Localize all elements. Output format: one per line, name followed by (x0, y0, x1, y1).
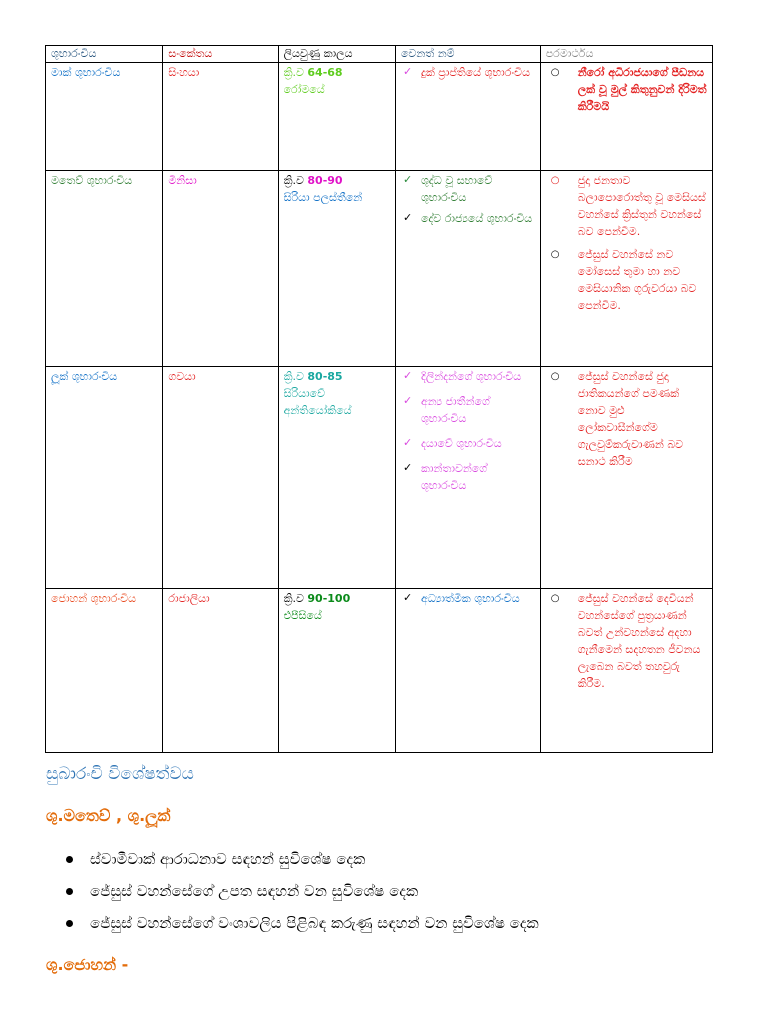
other-names-cell (395, 63, 540, 171)
point-text: ජේසුස් වහන්සේගේ උපත සඳහන් වන සුවිශේෂ දෙක (90, 882, 419, 900)
table-row (46, 367, 713, 589)
other-names-cell (395, 171, 540, 367)
list-item (402, 368, 535, 385)
purpose-text: ජුදා ජනතාව බලාපොරොත්තු වූ මෙසියස් වහන්සේ ක්‍රිස්තුන් වහන්සේ බව පෙන්වීම. (577, 174, 706, 238)
table-row (46, 63, 713, 171)
circle-bullet-icon: ○ (550, 371, 560, 382)
check-icon: ✓ (402, 65, 413, 78)
circle-bullet-icon: ○ (550, 175, 560, 186)
purpose-text: ජේසුස් වහන්සේ දෙවියන් වහන්සේගේ පුත්‍රයාණන් බවත් උන්වහන්සේ අදහා ගැනීමෙන් සදහතන ජීවනය ලැබෙන බවත් තහවුරු කිරීම. (577, 592, 701, 690)
gospel-symbol: සිංහයා (163, 63, 278, 171)
group1-title: ශු.මතෙව් , ශු.ලූක් (46, 806, 171, 825)
header-gospel: ශුභාරංචිය (46, 46, 163, 63)
header-period: ලියවුණු කාලය (278, 46, 395, 63)
other-name-text: අධ්‍යාත්මික ශුභාරංචිය (420, 592, 520, 605)
purpose-text: ජේසුස් වහන්සේ ජුදා ජාතිකයන්ගේ පමණක් නොව මුළු ලෝකවාසීන්ගේම ගැලවුම්කරුවාණන් බව සනාථ කිරීම (577, 370, 684, 468)
period-era: ක්‍රි.ව (283, 174, 304, 187)
point-text: ජේසුස් වහන්සේගේ වංශාවලිය පිළිබඳ කරුණු සඳහන් වන සුවිශේෂ දෙක (90, 914, 539, 932)
list-item (550, 590, 707, 692)
section-title: සුබාරංචි විශේෂත්වය (46, 764, 194, 784)
gospel-symbol: රාජාලියා (163, 589, 278, 753)
group1-points (66, 848, 539, 944)
circle-bullet-icon: ○ (550, 67, 560, 78)
other-name-text: දේව රාජ්‍යයේ ශුභාරංචිය (420, 212, 533, 225)
period-era: ක්‍රි.ව (283, 592, 304, 605)
other-name-text: දිලින්දන්ගේ ශුභාරංචිය (420, 370, 522, 383)
header-other-names: වෙනත් නම් (395, 46, 540, 63)
purpose-cell (540, 171, 712, 367)
group2-title: ශු.ජොහන් - (46, 955, 129, 974)
other-names-cell (395, 589, 540, 753)
list-item (402, 64, 535, 81)
period-place: සිරියා පලස්තීනේ (283, 191, 363, 204)
list-item (402, 590, 535, 607)
check-icon: ✓ (402, 211, 413, 224)
other-name-text: අන්‍ය ජාතීන්ගේ ශුභාරංචිය (420, 395, 490, 425)
purpose-cell (540, 63, 712, 171)
other-name-text: දුක් ප්‍රාප්තියේ ශුභාරංචිය (420, 66, 530, 79)
bullet-dot-icon (66, 888, 73, 895)
gospels-table (45, 45, 713, 753)
period-years: 64-68 (307, 66, 343, 79)
period-era: ක්‍රි.ව (283, 370, 304, 383)
list-item (550, 246, 707, 314)
check-icon: ✓ (402, 394, 413, 407)
purpose-cell (540, 589, 712, 753)
list-item (550, 64, 707, 115)
gospel-name: මතෙව් ශුභාරංචිය (46, 171, 163, 367)
other-name-text: දයාවේ ශුභාරංචිය (420, 437, 502, 450)
purpose-cell (540, 367, 712, 589)
check-icon: ✓ (402, 369, 413, 382)
header-symbol: සංකේතය (163, 46, 278, 63)
gospel-name: මාක් ශුභාරංචිය (46, 63, 163, 171)
point-text: ස්වාමීවාක් ආරාධනාව සඳහන් සුවිශේෂ දෙක (90, 850, 366, 868)
other-names-cell (395, 367, 540, 589)
gospel-period (278, 171, 395, 367)
gospel-symbol: මිනිසා (163, 171, 278, 367)
period-years: 80-90 (307, 174, 343, 187)
gospel-name: ලූක් ශුභාරංචිය (46, 367, 163, 589)
check-icon: ✓ (402, 436, 413, 449)
list-item (402, 172, 535, 206)
table-header-row (46, 46, 713, 63)
check-icon: ✓ (402, 173, 413, 186)
gospel-name: ජොහන් ශුභාරංචිය (46, 589, 163, 753)
list-item (550, 368, 707, 470)
list-item (66, 880, 539, 902)
list-item (66, 912, 539, 934)
gospel-period (278, 589, 395, 753)
header-purpose: පරමාර්ථය (540, 46, 712, 63)
purpose-text: නීරෝ අධිරාජයාගේ පීඩනය ලක් වූ මුල් කිතුනුවන් දිරිමත් කිරීමයි (577, 66, 707, 113)
purpose-text: ජේසුස් වහන්සේ නව මෝසෙස් තුමා හා නව මෙසියානික ගුරුවරයා බව පෙන්වීම. (577, 248, 697, 312)
period-era: ක්‍රි.ව (283, 66, 304, 79)
circle-bullet-icon: ○ (550, 249, 560, 260)
gospel-period (278, 367, 395, 589)
bullet-dot-icon (66, 920, 73, 927)
table-row (46, 589, 713, 753)
period-years: 90-100 (307, 592, 351, 605)
check-icon: ✓ (402, 591, 413, 604)
list-item (402, 435, 535, 452)
period-place: රෝමයේ (283, 83, 325, 96)
period-place: සිරියාවේ අන්තියෝකියේ (283, 387, 352, 417)
list-item (402, 393, 535, 427)
list-item (402, 460, 535, 494)
check-icon: ✓ (402, 461, 413, 474)
list-item (402, 210, 535, 227)
period-years: 80-85 (307, 370, 343, 383)
list-item (550, 172, 707, 240)
circle-bullet-icon: ○ (550, 593, 560, 604)
list-item (66, 848, 539, 870)
other-name-text: ශුද්ධ වූ සභාවේ ශුභාරංචිය (420, 174, 493, 204)
bullet-dot-icon (66, 856, 73, 863)
other-name-text: කාන්තාවන්ගේ ශුභාරංචිය (420, 462, 488, 492)
gospel-period (278, 63, 395, 171)
table-row (46, 171, 713, 367)
period-place: එපීසියේ (283, 609, 322, 622)
gospel-symbol: ගවයා (163, 367, 278, 589)
